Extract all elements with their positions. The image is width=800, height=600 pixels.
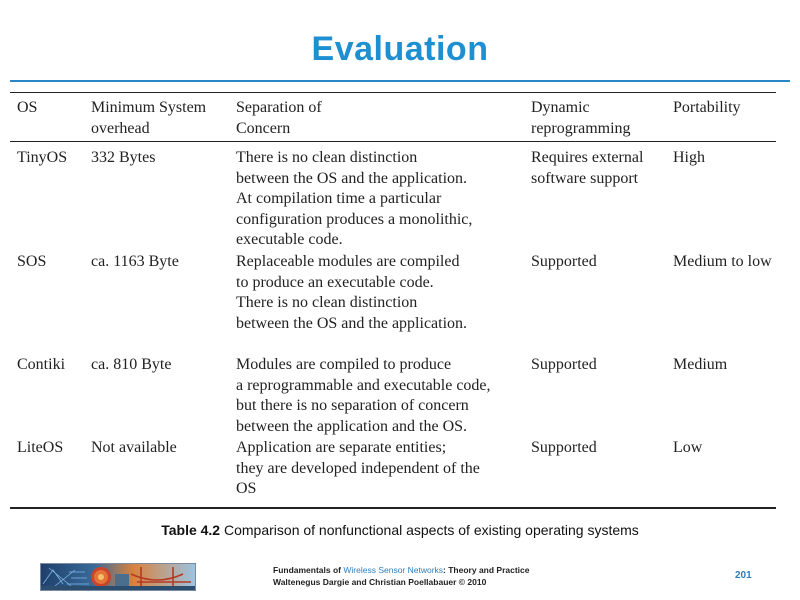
cell-portability: Medium to low [673,253,772,270]
cell-os: Contiki [17,356,66,373]
header-os: OS [17,99,38,116]
cell-min-overhead: ca. 1163 Byte [91,253,179,270]
cell-os: SOS [17,253,47,270]
cell-separation: Modules are compiled to produce a reprogrammable and executable code, but there is no separation of concern between the application and the OS. [236,356,491,435]
cell-dynamic: Supported [531,253,597,270]
cell-separation: Application are separate entities; they are developed independent of the OS [236,439,480,498]
cell-portability: Medium [673,356,728,373]
table-header-rule [10,141,776,142]
footer-book-line [273,564,530,576]
cell-os: LiteOS [17,439,64,456]
cell-portability: High [673,149,705,166]
table-top-rule [10,92,776,93]
footer-book-prefix: Fundamentals of [273,565,344,575]
cell-min-overhead: ca. 810 Byte [91,356,172,373]
footer-book-suffix: : Theory and Practice [443,565,530,575]
cell-dynamic: Supported [531,439,597,456]
header-dynamic: Dynamic reprogramming [531,99,631,137]
caption-label: Table 4.2 [161,522,221,538]
cell-dynamic: Requires external software support [531,149,644,187]
table-bottom-rule [10,507,776,509]
cell-min-overhead: 332 Bytes [91,149,156,166]
cell-separation: Replaceable modules are compiled to produce an executable code. There is no clean distinction between the OS and the application. [236,253,468,332]
table-caption [0,522,800,538]
footer-authors: Waltenegus Dargie and Christian Poellabauer © 2010 [273,577,487,587]
cell-min-overhead: Not available [91,439,177,456]
cell-os: TinyOS [17,149,68,166]
header-separation: Separation of Concern [236,99,322,137]
cell-portability: Low [673,439,703,456]
caption-text: Comparison of nonfunctional aspects of existing operating systems [224,522,639,538]
footer-book-link[interactable]: Wireless Sensor Networks [343,565,444,575]
cell-dynamic: Supported [531,356,597,373]
header-min-overhead: Minimum System overhead [91,99,207,137]
cell-separation: There is no clean distinction between the OS and the application. At compilation time a particular configuration produces a monolithic, executable code. [236,149,473,249]
header-portability: Portability [673,99,741,116]
page-number: 201 [735,570,752,581]
footer-credit [273,564,530,588]
slide-title: Evaluation [311,30,489,68]
footer-banner-image [40,563,196,591]
